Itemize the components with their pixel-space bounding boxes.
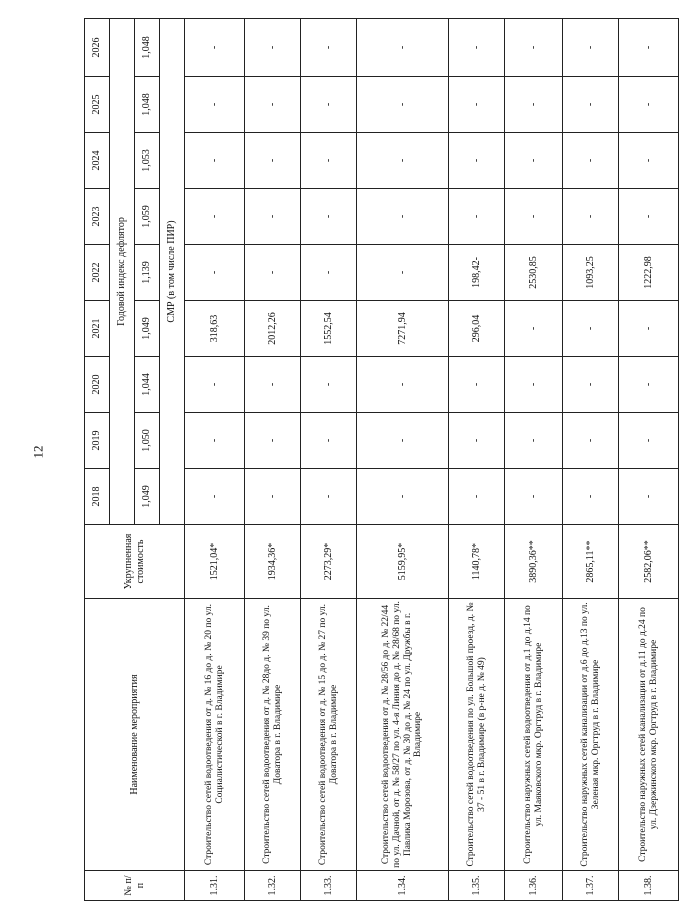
value-cell: - [357, 413, 449, 469]
row-name: Строительство сетей водоотведения по ул. Большой проезд, д. № 37 - 51 в г. Владимире (в р-не д. № 49) [449, 599, 505, 871]
row-cost: 1140,78* [449, 525, 505, 599]
value-cell: - [449, 469, 505, 525]
value-cell: - [357, 19, 449, 77]
value-cell: - [185, 469, 245, 525]
value-cell: - [505, 357, 563, 413]
deflator-cell: 1,139 [135, 245, 160, 301]
row-name: Строительство наружных сетей водоотведения от д.1 до д.14 по ул. Маяковского мкр. Оргтруд в г. Владимире [505, 599, 563, 871]
table-body [185, 19, 679, 901]
value-cell: - [357, 245, 449, 301]
value-cell: - [301, 357, 357, 413]
page-number: 12 [30, 445, 46, 459]
value-cell: - [301, 133, 357, 189]
deflator-cell: 1,059 [135, 189, 160, 245]
row-num: 1.35. [449, 871, 505, 901]
value-cell: - [185, 133, 245, 189]
value-cell: 1093,25 [563, 245, 619, 301]
row-num: 1.34. [357, 871, 449, 901]
table-row [619, 19, 679, 901]
value-cell: - [505, 413, 563, 469]
year-cell: 2026 [85, 19, 110, 77]
row-cost: 1934,36* [245, 525, 301, 599]
deflator-label: Годовой индекс дефлятор [110, 19, 135, 525]
year-cell: 2020 [85, 357, 110, 413]
table-row [357, 19, 449, 901]
value-cell: - [563, 413, 619, 469]
row-num: 1.38. [619, 871, 679, 901]
value-cell: - [301, 413, 357, 469]
value-cell: 7271,94 [357, 301, 449, 357]
value-cell: - [245, 189, 301, 245]
year-cell: 2021 [85, 301, 110, 357]
value-cell: 318,63 [185, 301, 245, 357]
value-cell: - [563, 19, 619, 77]
value-cell: - [301, 19, 357, 77]
year-cell: 2024 [85, 133, 110, 189]
value-cell: 296,04 [449, 301, 505, 357]
value-cell: - [301, 77, 357, 133]
value-cell: 2530,85 [505, 245, 563, 301]
row-name: Строительство наружных сетей канализации от д.11 до д.24 по ул. Дзержинского мкр. Оргтруд в г. Владимире [619, 599, 679, 871]
value-cell: - [357, 77, 449, 133]
value-cell: 198,42- [449, 245, 505, 301]
smr-label: СМР (в том числе ПИР) [160, 19, 185, 525]
row-cost: 2273,29* [301, 525, 357, 599]
value-cell: - [185, 245, 245, 301]
value-cell: - [563, 469, 619, 525]
value-cell: - [563, 133, 619, 189]
value-cell: - [301, 469, 357, 525]
row-name: Строительство сетей водоотведения от д. № 28до д. № 39 по ул. Доватора в г. Владимире [245, 599, 301, 871]
row-num: 1.32. [245, 871, 301, 901]
header-row-years [85, 19, 110, 901]
row-num: 1.36. [505, 871, 563, 901]
value-cell: 1222,98 [619, 245, 679, 301]
value-cell: - [245, 133, 301, 189]
row-cost: 5159,95* [357, 525, 449, 599]
deflator-cell: 1,049 [135, 469, 160, 525]
row-num: 1.33. [301, 871, 357, 901]
header-cost: Укрупненная стоимость [85, 525, 185, 599]
value-cell: - [449, 357, 505, 413]
value-cell: - [619, 301, 679, 357]
deflator-cell: 1,044 [135, 357, 160, 413]
value-cell: - [619, 19, 679, 77]
year-cell: 2018 [85, 469, 110, 525]
year-cell: 2025 [85, 77, 110, 133]
row-cost: 2865,11** [563, 525, 619, 599]
deflator-cell: 1,050 [135, 413, 160, 469]
deflator-cell: 1,053 [135, 133, 160, 189]
value-cell: - [357, 357, 449, 413]
value-cell: 1552,54 [301, 301, 357, 357]
value-cell: - [185, 189, 245, 245]
value-cell: - [505, 301, 563, 357]
value-cell: - [563, 301, 619, 357]
value-cell: - [619, 189, 679, 245]
value-cell: - [449, 413, 505, 469]
value-cell: - [563, 189, 619, 245]
row-num: 1.37. [563, 871, 619, 901]
header-name: Наименование мероприятия [85, 599, 185, 871]
year-cell: 2023 [85, 189, 110, 245]
table-row [245, 19, 301, 901]
value-cell: - [357, 469, 449, 525]
row-num: 1.31. [185, 871, 245, 901]
deflator-cell: 1,048 [135, 19, 160, 77]
table-row [563, 19, 619, 901]
row-name: Строительство наружных сетей канализации от д.6 до д.13 по ул. Зеленая мкр. Оргтруд в г. Владимире [563, 599, 619, 871]
deflator-cell: 1,048 [135, 77, 160, 133]
value-cell: - [357, 133, 449, 189]
value-cell: 2012,26 [245, 301, 301, 357]
year-cell: 2022 [85, 245, 110, 301]
value-cell: - [449, 19, 505, 77]
value-cell: - [619, 133, 679, 189]
table-row [449, 19, 505, 901]
value-cell: - [505, 469, 563, 525]
value-cell: - [619, 413, 679, 469]
value-cell: - [245, 357, 301, 413]
deflator-cell: 1,049 [135, 301, 160, 357]
table-row [301, 19, 357, 901]
value-cell: - [619, 77, 679, 133]
value-cell: - [245, 413, 301, 469]
measures-table [84, 18, 679, 901]
value-cell: - [245, 77, 301, 133]
value-cell: - [449, 77, 505, 133]
value-cell: - [619, 469, 679, 525]
row-name: Строительство сетей водоотведения от д. № 15 до д. № 27 по ул. Доватора в г. Владимире [301, 599, 357, 871]
value-cell: - [619, 357, 679, 413]
row-cost: 2582,06** [619, 525, 679, 599]
value-cell: - [185, 357, 245, 413]
table-row [505, 19, 563, 901]
table-row [185, 19, 245, 901]
value-cell: - [449, 189, 505, 245]
year-cell: 2019 [85, 413, 110, 469]
value-cell: - [505, 19, 563, 77]
value-cell: - [505, 189, 563, 245]
value-cell: - [301, 245, 357, 301]
value-cell: - [563, 77, 619, 133]
value-cell: - [505, 133, 563, 189]
value-cell: - [505, 77, 563, 133]
value-cell: - [301, 189, 357, 245]
value-cell: - [357, 189, 449, 245]
row-cost: 3890,36** [505, 525, 563, 599]
value-cell: - [245, 245, 301, 301]
row-cost: 1521,04* [185, 525, 245, 599]
value-cell: - [563, 357, 619, 413]
value-cell: - [245, 19, 301, 77]
value-cell: - [185, 19, 245, 77]
value-cell: - [185, 77, 245, 133]
value-cell: - [245, 469, 301, 525]
row-name: Строительство сетей водоотведения от д. № 28/56 до д. № 22/44 по ул. Дачной, от д. № 58/27 по ул. 4-я Линия до д. № 28/68 по ул. Павлика Морозова, от д. № 30 до д. № 24 по ул. Дружбы в г. Владимире [357, 599, 449, 871]
value-cell: - [185, 413, 245, 469]
row-name: Строительство сетей водоотведения от д. № 16 до д. № 20 по ул. Социалистической в г. Владимире [185, 599, 245, 871]
header-num: № п/п [85, 871, 185, 901]
value-cell: - [449, 133, 505, 189]
